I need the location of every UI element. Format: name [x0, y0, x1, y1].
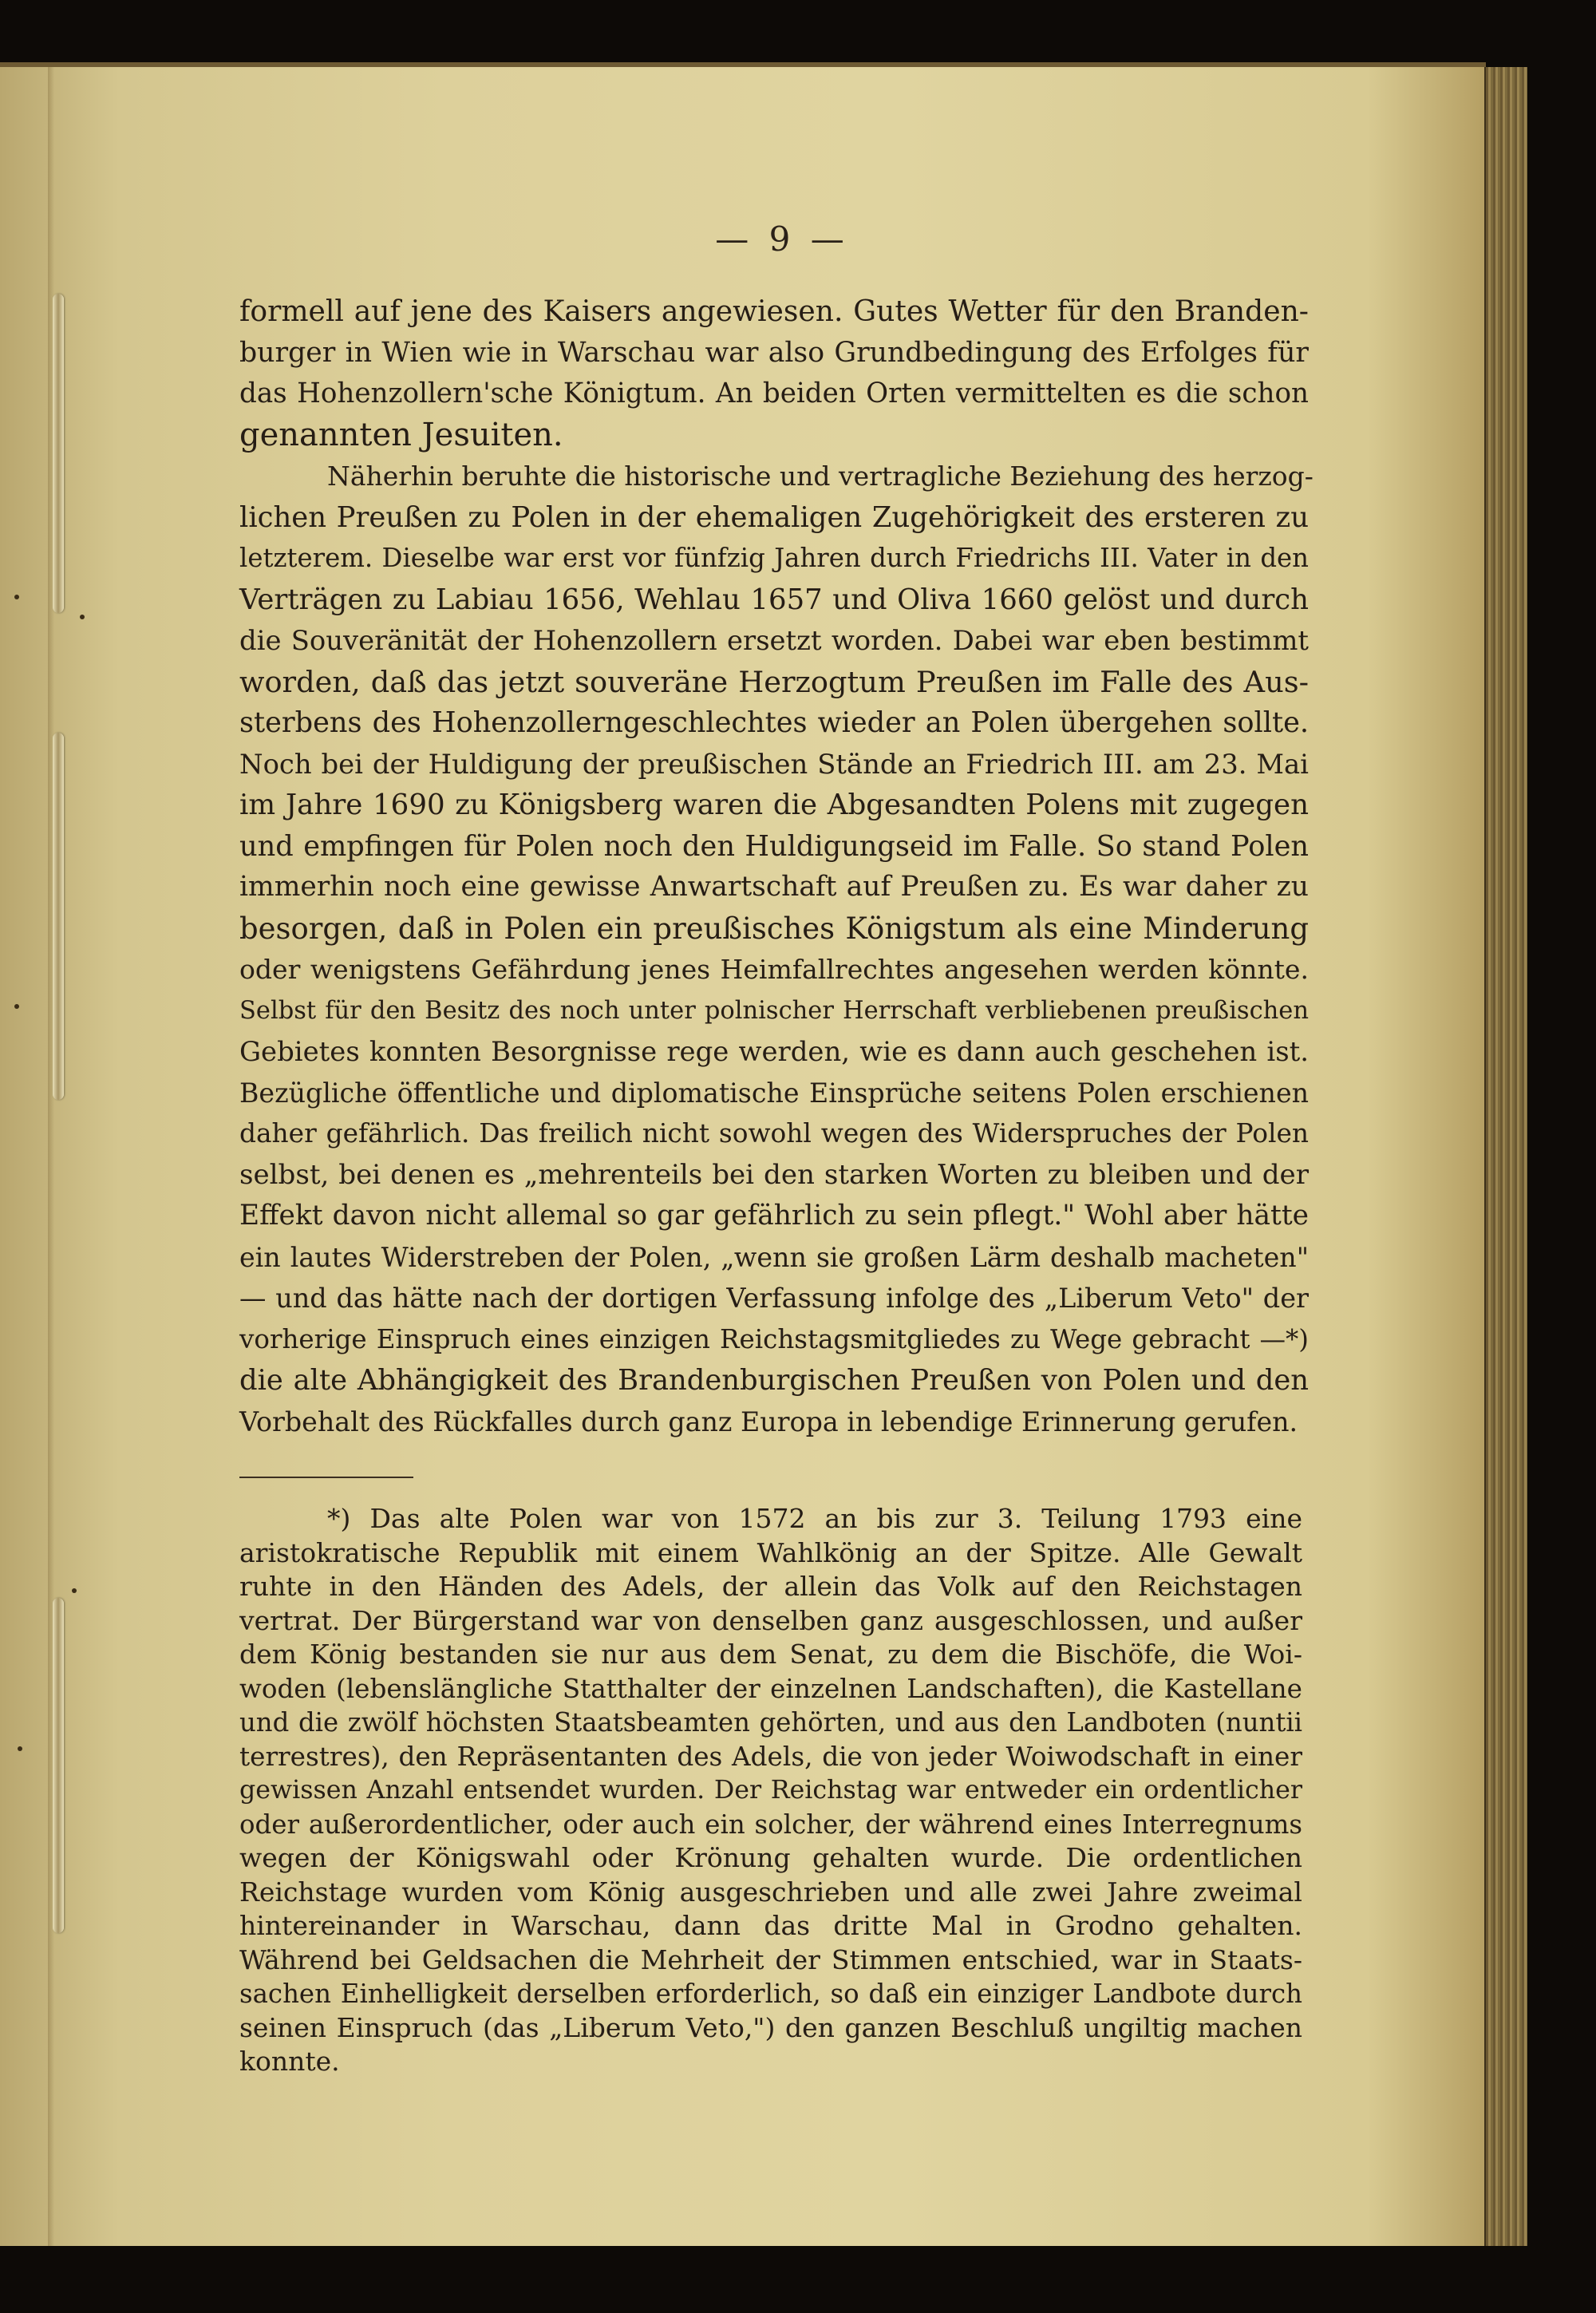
body-line: ein lautes Widerstreben der Polen, „wenn sie großen Lärm deshalb macheten"	[239, 1241, 1309, 1273]
sewing-hole	[80, 615, 85, 619]
footnote-line: wegen der Königswahl oder Krönung gehalten wurde. Die ordentlichen	[239, 1842, 1302, 1873]
footnote-line: *) Das alte Polen war von 1572 an bis zur 3. Teilung 1793 eine	[327, 1503, 1302, 1534]
body-line: genannten Jesuiten.	[239, 416, 563, 453]
footnote-line: Reichstage wurden vom König ausgeschrieben und alle zwei Jahre zweimal	[239, 1876, 1302, 1908]
page-number: — 9 —	[715, 219, 849, 259]
body-line: — und das hätte nach der dortigen Verfassung infolge des „Liberum Veto" der	[239, 1283, 1309, 1314]
body-line: vorherige Einspruch eines einzigen Reichstagsmitgliedes zu Wege gebracht —*)	[239, 1323, 1309, 1354]
body-line: immerhin noch eine gewisse Anwartschaft auf Preußen zu. Es war daher zu	[239, 871, 1309, 903]
footnote-line: konnte.	[239, 2046, 340, 2077]
footnote-line: und die zwölf höchsten Staatsbeamten gehörten, und aus den Landboten (nuntii	[239, 1707, 1302, 1738]
body-line: Effekt davon nicht allemal so gar gefährlich zu sein pflegt." Wohl aber hätte	[239, 1200, 1309, 1232]
binding-thread	[53, 733, 64, 1100]
footnote-line: woden (lebenslängliche Statthalter der einzelnen Landschaften), die Kastellane	[239, 1673, 1302, 1704]
binding-thread	[53, 294, 64, 613]
footnote-line: seinen Einspruch (das „Liberum Veto,") den ganzen Beschluß ungiltig machen	[239, 2011, 1302, 2043]
body-text	[239, 291, 1314, 1442]
sewing-hole	[14, 1004, 19, 1009]
body-line: letzterem. Dieselbe war erst vor fünfzig Jahren durch Friedrichs III. Vater in den	[239, 543, 1309, 573]
sewing-hole	[72, 1588, 77, 1593]
body-line: das Hohenzollern'sche Königtum. An beiden Orten vermittelten es die schon	[239, 378, 1309, 409]
body-line: sterbens des Hohenzollerngeschlechtes wieder an Polen übergehen sollte.	[239, 706, 1309, 739]
body-line: Bezügliche öffentliche und diplomatische Einsprüche seitens Polen erschienen	[239, 1077, 1309, 1109]
footnote-line: dem König bestanden sie nur aus dem Senat, zu dem die Bischöfe, die Woi-	[239, 1639, 1302, 1670]
body-line: oder wenigstens Gefährdung jenes Heimfallrechtes angesehen werden könnte.	[239, 954, 1309, 985]
binding-thread	[53, 1598, 64, 1933]
body-line: im Jahre 1690 zu Königsberg waren die Abgesandten Polens mit zugegen	[239, 789, 1309, 821]
footnote-rule	[239, 1477, 413, 1478]
body-line: Vorbehalt des Rückfalles durch ganz Europa in lebendige Erinnerung gerufen.	[239, 1406, 1298, 1437]
footnote-line: terrestres), den Repräsentanten des Adels, die von jeder Woiwodschaft in einer	[239, 1741, 1302, 1772]
footnote-line: vertrat. Der Bürgerstand war von denselben ganz ausgeschlossen, und außer	[239, 1604, 1302, 1636]
body-line: selbst, bei denen es „mehrenteils bei den starken Worten zu bleiben und der	[239, 1158, 1309, 1191]
footnote-line: hintereinander in Warschau, dann das dritte Mal in Grodno gehalten.	[239, 1910, 1302, 1941]
footnote-line: aristokratische Republik mit einem Wahlkönig an der Spitze. Alle Gewalt	[239, 1536, 1302, 1568]
page-fore-edge	[1484, 67, 1527, 2246]
footnote-line: ruhte in den Händen des Adels, der allein das Volk auf den Reichstagen	[239, 1571, 1302, 1602]
body-line: lichen Preußen zu Polen in der ehemaligen Zugehörigkeit des ersteren zu	[239, 500, 1309, 534]
body-line: daher gefährlich. Das freilich nicht sowohl wegen des Widerspruches der Polen	[239, 1118, 1309, 1149]
body-line: Gebietes konnten Besorgnisse rege werden, wie es dann auch geschehen ist.	[239, 1036, 1309, 1067]
body-line: die Souveränität der Hohenzollern ersetzt worden. Dabei war eben bestimmt	[239, 625, 1309, 656]
body-line: und empfingen für Polen noch den Huldigungseid im Falle. So stand Polen	[239, 829, 1309, 863]
footnote-line: gewissen Anzahl entsendet wurden. Der Reichstag war entweder ein ordentlicher	[239, 1776, 1302, 1805]
sewing-hole	[14, 595, 19, 599]
body-line: burger in Wien wie in Warschau war also Grundbedingung des Erfolges für	[239, 336, 1309, 369]
body-line: Noch bei der Huldigung der preußischen Stände an Friedrich III. am 23. Mai	[239, 748, 1309, 780]
body-line: besorgen, daß in Polen ein preußisches Königstum als eine Minderung	[239, 911, 1309, 946]
footnote	[239, 1502, 1302, 2079]
body-line: die alte Abhängigkeit des Brandenburgischen Preußen von Polen und den	[239, 1364, 1309, 1397]
body-line: Selbst für den Besitz des noch unter polnischer Herrschaft verbliebenen preußischen	[239, 996, 1309, 1025]
body-line: formell auf jene des Kaisers angewiesen. Gutes Wetter für den Branden-	[239, 295, 1309, 328]
body-line: Verträgen zu Labiau 1656, Wehlau 1657 und Oliva 1660 gelöst und durch	[239, 583, 1309, 616]
body-line: Näherhin beruhte die historische und vertragliche Beziehung des herzog-	[327, 461, 1314, 492]
footnote-line: Während bei Geldsachen die Mehrheit der Stimmen entschied, war in Staats-	[239, 1943, 1302, 1975]
sewing-hole	[18, 1746, 22, 1751]
footnote-line: sachen Einhelligkeit derselben erforderlich, so daß ein einziger Landbote durch	[239, 1979, 1302, 2009]
body-line: worden, daß das jetzt souveräne Herzogtum Preußen im Falle des Aus-	[239, 664, 1309, 699]
footnote-line: oder außerordentlicher, oder auch ein solcher, der während eines Interregnums	[239, 1809, 1302, 1840]
